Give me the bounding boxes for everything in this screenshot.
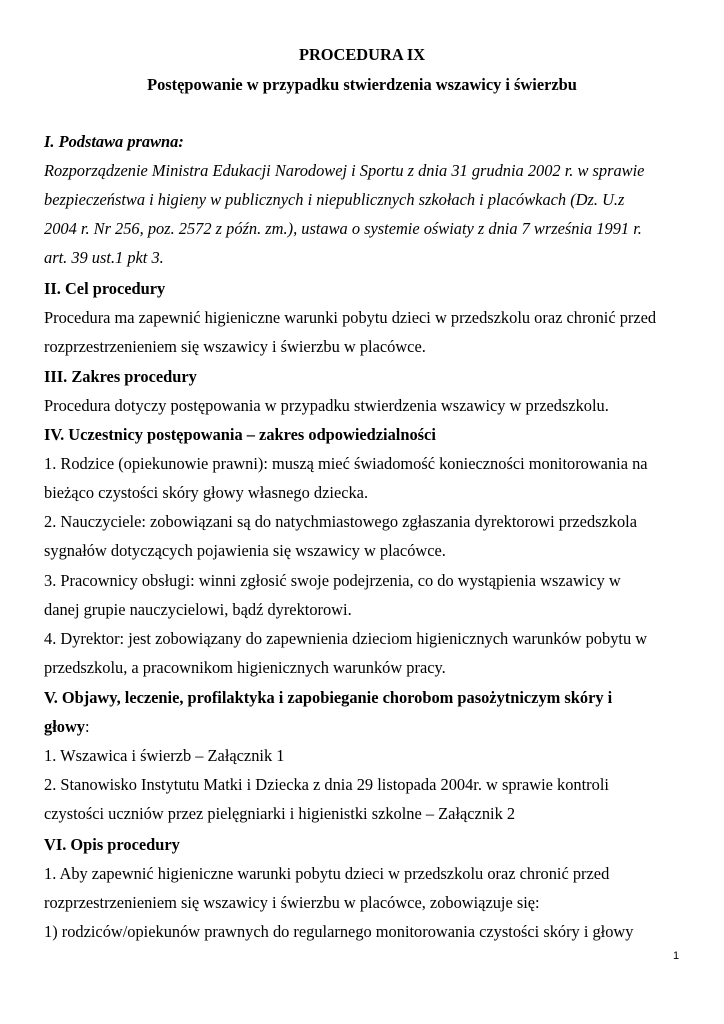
section-1-heading: I. Podstawa prawna: [44, 132, 184, 151]
page-number: 1 [673, 950, 680, 962]
section-4-line: 2. Nauczyciele: zobowiązani są do natychmiastowego zgłaszania dyrektorowi przedszkola [44, 512, 638, 531]
section-1-line: 2004 r. Nr 256, poz. 2572 z późn. zm.), ustawa o systemie oświaty z dnia 7 września 1991 r. [44, 219, 642, 238]
section-6-heading: VI. Opis procedury [44, 835, 180, 854]
section-4-line: sygnałów dotyczących pojawienia się wszawicy w placówce. [44, 541, 446, 560]
section-5-line: 2. Stanowisko Instytutu Matki i Dziecka z dnia 29 listopada 2004r. w sprawie kontroli [44, 775, 609, 794]
section-6-line: 1. Aby zapewnić higieniczne warunki pobytu dzieci w przedszkolu oraz chronić przed [44, 864, 610, 883]
section-4-heading: IV. Uczestnicy postępowania – zakres odpowiedzialności [44, 425, 436, 444]
section-2-line: rozprzestrzenieniem się wszawicy i świerzbu w placówce. [44, 337, 426, 356]
section-4-line: 4. Dyrektor: jest zobowiązany do zapewnienia dzieciom higienicznych warunków pobytu w [44, 629, 648, 648]
section-4-line: przedszkolu, a pracownikom higienicznych warunków pracy. [44, 658, 446, 677]
section-1-line: Rozporządzenie Ministra Edukacji Narodowej i Sportu z dnia 31 grudnia 2002 r. w sprawie [44, 161, 645, 180]
section-5-line: 1. Wszawica i świerzb – Załącznik 1 [44, 746, 285, 765]
section-4-line: 3. Pracownicy obsługi: winni zgłosić swoje podejrzenia, co do wystąpienia wszawicy w [44, 571, 621, 590]
section-6-line: rozprzestrzenieniem się wszawicy i świerzbu w placówce, zobowiązuje się: [44, 893, 540, 912]
section-5-line: czystości uczniów przez pielęgniarki i higienistki szkolne – Załącznik 2 [44, 804, 516, 823]
section-1-line: bezpieczeństwa i higieny w publicznych i niepublicznych szkołach i placówkach (Dz. U.z [44, 190, 625, 209]
section-5-heading-colon: : [84, 717, 90, 736]
section-5-heading-cont [44, 717, 90, 737]
section-4-line: danej grupie nauczycielowi, bądź dyrektorowi. [44, 600, 352, 619]
section-2-line: Procedura ma zapewnić higieniczne warunki pobytu dzieci w przedszkolu oraz chronić przed [44, 308, 657, 327]
section-6-line: 1) rodziców/opiekunów prawnych do regularnego monitorowania czystości skóry i głowy [44, 922, 634, 941]
section-5-heading-word: głowy [44, 717, 85, 736]
section-3-line: Procedura dotyczy postępowania w przypadku stwierdzenia wszawicy w przedszkolu. [44, 396, 609, 415]
section-4-line: bieżąco czystości skóry głowy własnego dziecka. [44, 483, 369, 502]
section-3-heading: III. Zakres procedury [44, 367, 197, 386]
section-4-line: 1. Rodzice (opiekunowie prawni): muszą mieć świadomość konieczności monitorowania na [44, 454, 648, 473]
section-2-heading: II. Cel procedury [44, 279, 166, 298]
document-title: PROCEDURA IX [298, 45, 426, 64]
section-5-heading: V. Objawy, leczenie, profilaktyka i zapobieganie chorobom pasożytniczym skóry i [44, 688, 613, 707]
section-1-line: art. 39 ust.1 pkt 3. [44, 248, 164, 267]
document-subtitle: Postępowanie w przypadku stwierdzenia wszawicy i świerzbu [147, 75, 577, 94]
